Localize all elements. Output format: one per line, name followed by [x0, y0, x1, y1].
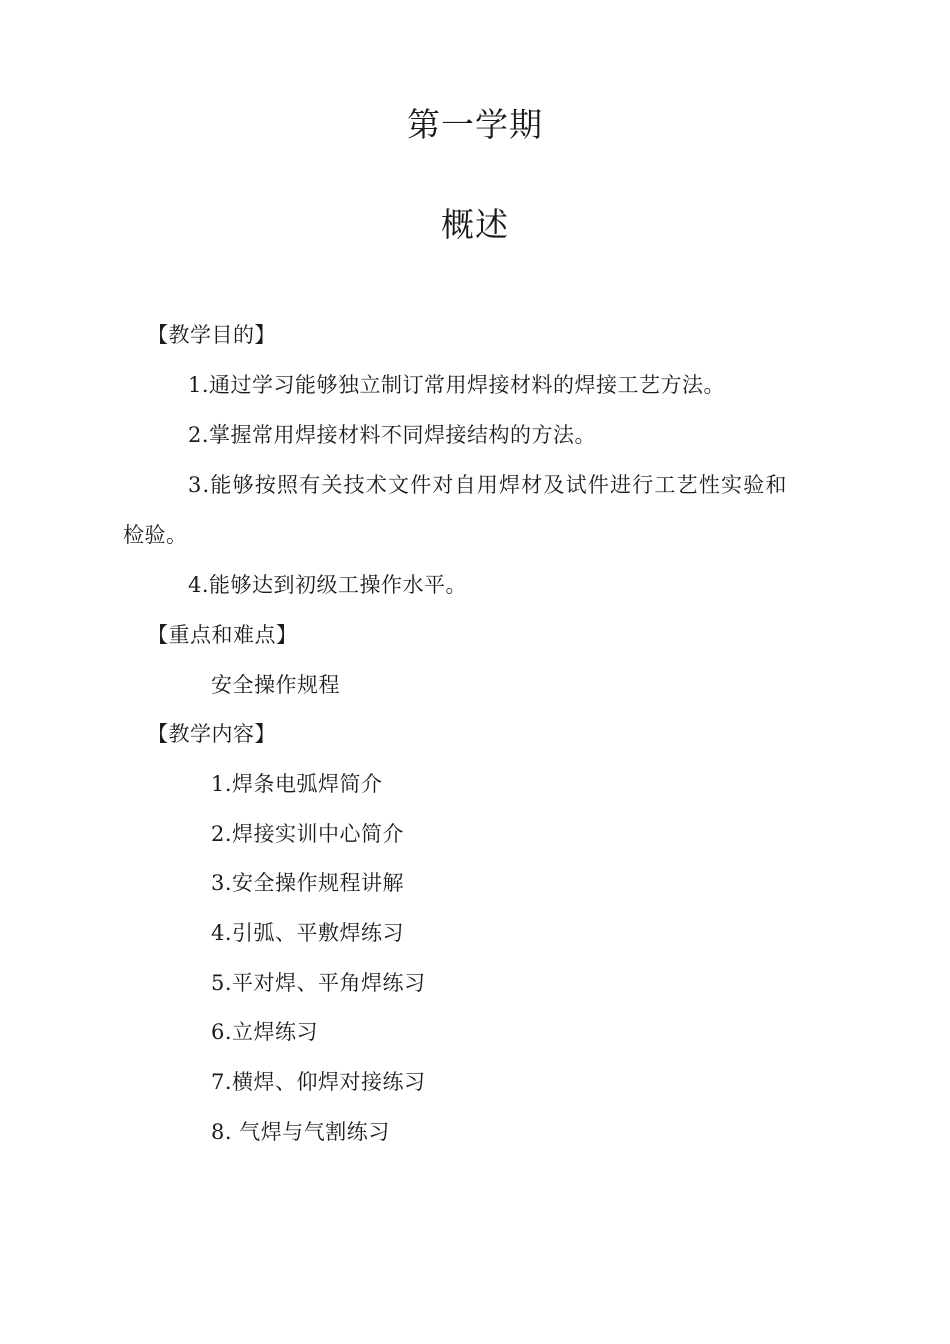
objective-item-1: 1.通过学习能够独立制订常用焊接材料的焊接工艺方法。: [188, 373, 726, 397]
key-points-text: 安全操作规程: [211, 673, 340, 697]
objectives-heading: 【教学目的】: [147, 323, 276, 347]
section-title: 概述: [441, 205, 509, 244]
page-title: 第一学期: [407, 105, 543, 144]
content-heading: 【教学内容】: [147, 722, 276, 746]
content-item-5: 5.平对焊、平角焊练习: [211, 971, 426, 995]
content-item-8: 8. 气焊与气割练习: [211, 1120, 390, 1144]
content-item-7: 7.横焊、仰焊对接练习: [211, 1070, 426, 1094]
content-item-6: 6.立焊练习: [211, 1020, 319, 1044]
content-item-1: 1.焊条电弧焊简介: [211, 772, 383, 796]
content-item-2: 2.焊接实训中心简介: [211, 822, 405, 846]
key-points-heading: 【重点和难点】: [147, 623, 298, 647]
objective-item-3-continued: 检验。: [123, 523, 188, 547]
objective-item-3: 3.能够按照有关技术文件对自用焊材及试件进行工艺性实验和: [188, 473, 788, 497]
content-item-3: 3.安全操作规程讲解: [211, 871, 405, 895]
content-item-4: 4.引弧、平敷焊练习: [211, 921, 405, 945]
objective-item-4: 4.能够达到初级工操作水平。: [188, 573, 468, 597]
objective-item-2: 2.掌握常用焊接材料不同焊接结构的方法。: [188, 423, 597, 447]
